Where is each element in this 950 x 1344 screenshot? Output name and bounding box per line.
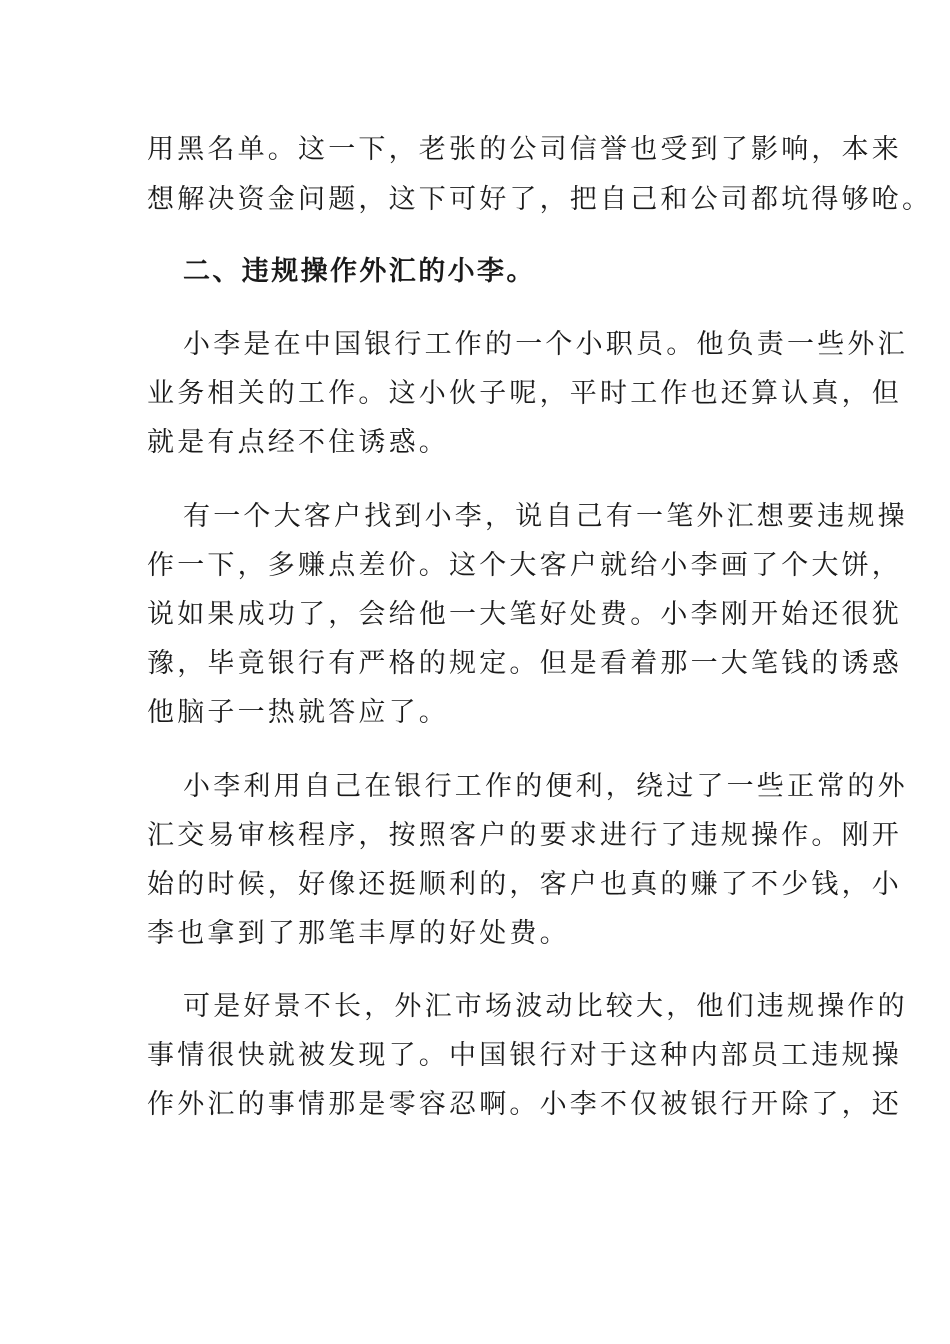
text-line: 他脑子一热就答应了。 (147, 697, 449, 728)
section-heading-text: 二、违规操作外汇的小李。 (183, 256, 536, 287)
text-line: 豫，毕竟银行有严格的规定。但是看着那一大笔钱的诱惑 (147, 648, 902, 679)
text-line: 想解决资金问题，这下可好了，把自己和公司都坑得够呛。 (147, 184, 933, 215)
text-line: 用黑名单。这一下，老张的公司信誉也受到了影响，本来 (147, 134, 902, 165)
text-line: 小李是在中国银行工作的一个小职员。他负责一些外汇 (183, 329, 908, 360)
text-line: 有一个大客户找到小李，说自己有一笔外汇想要违规操 (183, 501, 908, 532)
text-line: 就是有点经不住诱惑。 (147, 427, 449, 458)
text-line: 可是好景不长，外汇市场波动比较大，他们违规操作的 (183, 991, 908, 1022)
text-line: 说如果成功了，会给他一大笔好处费。小李刚开始还很犹 (147, 599, 902, 630)
text-line: 作外汇的事情那是零容忍啊。小李不仅被银行开除了，还 (147, 1089, 902, 1120)
text-line: 小李利用自己在银行工作的便利，绕过了一些正常的外 (183, 771, 908, 802)
text-line: 汇交易审核程序，按照客户的要求进行了违规操作。刚开 (147, 820, 902, 851)
text-line: 李也拿到了那笔丰厚的好处费。 (147, 918, 570, 949)
text-line: 始的时候，好像还挺顺利的，客户也真的赚了不少钱，小 (147, 869, 902, 900)
text-line: 业务相关的工作。这小伙子呢，平时工作也还算认真，但 (147, 378, 902, 409)
text-line: 事情很快就被发现了。中国银行对于这种内部员工违规操 (147, 1040, 902, 1071)
text-line: 作一下，多赚点差价。这个大客户就给小李画了个大饼， (147, 550, 902, 581)
